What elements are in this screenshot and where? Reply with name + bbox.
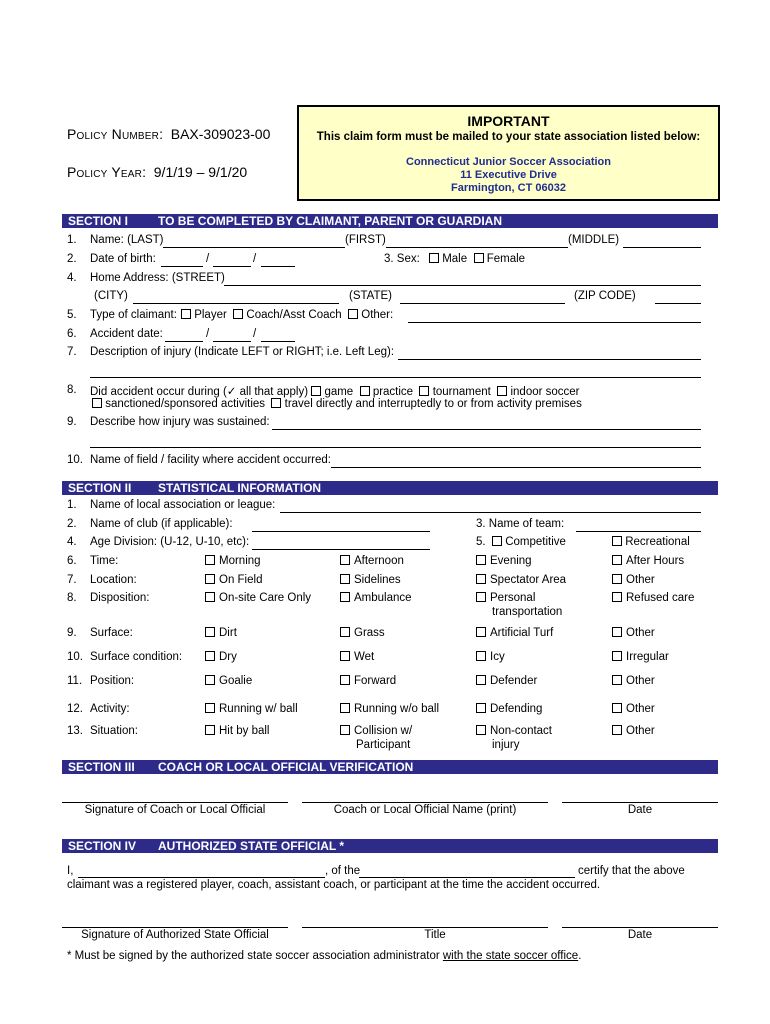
stat-row-number: 11. [67, 675, 83, 687]
important-box [297, 105, 720, 201]
official-title-line[interactable] [302, 927, 548, 928]
coach-checkbox[interactable] [233, 309, 243, 319]
footnote-end: . [578, 950, 582, 962]
local-assoc-label: Name of local association or league: [90, 499, 276, 511]
male-label: Male [442, 253, 468, 265]
player-checkbox[interactable] [181, 309, 191, 319]
stat-option-checkbox[interactable] [205, 725, 215, 735]
stat-option [205, 592, 311, 604]
stat-option-label: Other [626, 627, 655, 639]
policy-number-label: Policy Number [67, 126, 160, 142]
stat-option-checkbox[interactable] [205, 675, 215, 685]
stat-option [612, 627, 655, 639]
stat-option-label: Other [626, 725, 655, 737]
address-street-label: Home Address: (STREET) [90, 272, 225, 284]
stat-option [612, 675, 655, 687]
stat-option-label: Sidelines [354, 574, 401, 586]
stat-option-label: Other [626, 574, 655, 586]
age-div-field[interactable] [252, 549, 430, 550]
section-4-title: AUTHORIZED STATE OFFICIAL * [158, 839, 344, 853]
stat-option-label: Refused care [626, 592, 695, 604]
stat-option [205, 574, 262, 586]
stat-option-checkbox[interactable] [340, 703, 350, 713]
section-4-number: SECTION IV [68, 839, 137, 853]
stat-option-label: Hit by ball [219, 725, 270, 737]
stat-option-checkbox[interactable] [340, 675, 350, 685]
female-label: Female [486, 253, 526, 265]
official-name-field[interactable] [78, 877, 325, 878]
stat-option [476, 651, 505, 663]
stat-row-number: 7. [67, 574, 77, 586]
stat-option [476, 627, 553, 639]
assoc-name: Connecticut Junior Soccer Association [406, 156, 611, 168]
name-middle-field[interactable] [623, 247, 701, 248]
cert-line-2: claimant was a registered player, coach, assistant coach, or participant at the time the accident occurred. [67, 879, 601, 891]
zip-field[interactable] [655, 303, 701, 304]
stat-option-checkbox[interactable] [476, 627, 486, 637]
game-checkbox[interactable] [311, 386, 321, 396]
city-label: (CITY) [94, 290, 128, 302]
stat-option-checkbox[interactable] [205, 574, 215, 584]
stat-option-label: Evening [490, 555, 532, 567]
stat-option-checkbox[interactable] [476, 592, 486, 602]
stat-option-label: On-site Care Only [219, 592, 312, 604]
coach-name-line[interactable] [302, 802, 548, 803]
practice-checkbox[interactable] [360, 386, 370, 396]
accident-date-label: Accident date: [90, 328, 163, 340]
section-4-header [62, 839, 718, 853]
occur-label: Did accident occur during (✓ all that apply) [90, 386, 309, 398]
stat-row-label: Situation: [90, 725, 138, 737]
official-signature-label: Signature of Authorized State Official [81, 929, 269, 941]
important-title: IMPORTANT [467, 113, 550, 129]
stat-option-checkbox[interactable] [476, 703, 486, 713]
stat-option-checkbox[interactable] [476, 574, 486, 584]
other-checkbox[interactable] [348, 309, 358, 319]
city-field[interactable] [133, 303, 339, 304]
stat-option-checkbox[interactable] [612, 675, 622, 685]
stat-option-checkbox[interactable] [340, 627, 350, 637]
stat-row-label: Surface: [90, 627, 133, 639]
other-claimant-field[interactable] [408, 322, 701, 323]
stat-option-checkbox[interactable] [476, 555, 486, 565]
name-first-field[interactable] [386, 247, 568, 248]
stat-option-label: After Hours [626, 555, 685, 567]
stat-option-label: Dirt [219, 627, 237, 639]
coach-signature-line[interactable] [62, 802, 288, 803]
how-field-2[interactable] [90, 447, 701, 448]
stat-option-checkbox[interactable] [612, 555, 622, 565]
assoc-street: 11 Executive Drive [460, 169, 557, 181]
tournament-checkbox[interactable] [419, 386, 429, 396]
stat-option-label: Non-contact [490, 725, 553, 737]
injury-desc-field[interactable] [398, 359, 701, 360]
stat-option-checkbox[interactable] [340, 725, 350, 735]
stat-option [612, 555, 684, 567]
travel-label: travel directly and interruptedly to or from activity premises [284, 398, 582, 410]
name-first-label: (FIRST) [345, 234, 386, 246]
stat-option-label: Afternoon [354, 555, 404, 567]
stat-option-checkbox[interactable] [205, 555, 215, 565]
player-label: Player [194, 309, 227, 321]
stat-option [205, 725, 270, 737]
stat-row-label: Surface condition: [90, 651, 183, 663]
stat-option-label: Running w/o ball [354, 703, 440, 715]
stat-option [205, 675, 252, 687]
stat-option-label: Dry [219, 651, 237, 663]
stat-option-checkbox[interactable] [612, 574, 622, 584]
stat-option-label-line-2: transportation [492, 606, 563, 618]
recreational-checkbox[interactable] [612, 536, 622, 546]
dob-day-field[interactable] [213, 266, 251, 267]
cert-end: certify that the above [578, 865, 685, 877]
policy-number: Policy Number: BAX-309023-00 [67, 126, 271, 142]
game-label: game [324, 386, 354, 398]
sanctioned-checkbox[interactable] [92, 398, 102, 408]
stat-row-label: Activity: [90, 703, 130, 715]
section-2-header [62, 481, 718, 495]
injury-desc-field-2[interactable] [90, 377, 701, 378]
injury-desc-label: Description of injury (Indicate LEFT or RIGHT; i.e. Left Leg): [90, 346, 395, 358]
coach-date-line[interactable] [562, 802, 718, 803]
dob-year-field[interactable] [261, 266, 295, 267]
stat-row-number: 13. [67, 725, 83, 737]
stat-option-checkbox[interactable] [205, 592, 215, 602]
stat-option-label: Other [626, 675, 655, 687]
coach-label: Coach/Asst Coach [246, 309, 342, 321]
stat-row-label: Location: [90, 574, 137, 586]
footnote [67, 950, 581, 962]
policy-number-value: BAX-309023-00 [170, 126, 271, 142]
stat-option [476, 592, 535, 604]
footnote-text: * Must be signed by the authorized state soccer association administrator [67, 950, 443, 962]
stat-option [205, 555, 261, 567]
stat-option-label-line-2: Participant [356, 739, 411, 751]
footnote-underlined: with the state soccer office [442, 950, 579, 962]
male-checkbox[interactable] [429, 253, 439, 263]
stat-option-label: Icy [490, 651, 505, 663]
stat-option-label: Morning [219, 555, 261, 567]
stat-option [205, 651, 237, 663]
stat-option-checkbox[interactable] [476, 651, 486, 661]
stat-option [340, 627, 385, 639]
stat-option-checkbox[interactable] [340, 574, 350, 584]
name-last-label: Name: (LAST) [90, 234, 164, 246]
other-label: Other: [361, 309, 394, 321]
policy-year-label: Policy Year [67, 164, 143, 180]
dob-month-field[interactable] [161, 266, 203, 267]
coach-name-label: Coach or Local Official Name (print) [333, 804, 517, 816]
stat-row-label: Position: [90, 675, 135, 687]
female-checkbox[interactable] [474, 253, 484, 263]
stat-option-label: Spectator Area [490, 574, 567, 586]
state-field[interactable] [400, 303, 565, 304]
section-1-number: SECTION I [68, 214, 129, 228]
cert-i: I, [67, 865, 74, 877]
field-label: Name of field / facility where accident occurred: [90, 454, 331, 466]
how-label: Describe how injury was sustained: [90, 416, 270, 428]
indoor-checkbox[interactable] [497, 386, 507, 396]
competitive-label: Competitive [505, 536, 566, 548]
address-street-field[interactable] [224, 285, 701, 286]
section-1-title: TO BE COMPLETED BY CLAIMANT, PARENT OR GUARDIAN [158, 214, 503, 228]
stat-option [340, 574, 401, 586]
team-field[interactable] [576, 531, 701, 532]
club-field[interactable] [252, 531, 430, 532]
stat-option [476, 555, 532, 567]
dob-label: Date of birth: [90, 253, 156, 265]
stat-option-label: Defender [490, 675, 538, 687]
stat-option-label: Running w/ ball [219, 703, 298, 715]
stat-option [340, 651, 374, 663]
section-1-header [62, 214, 718, 228]
zip-label: (ZIP CODE) [574, 290, 636, 302]
stat-row-number: 9. [67, 627, 77, 639]
policy-year: Policy Year: 9/1/19 – 9/1/20 [67, 164, 248, 180]
stat-option-checkbox[interactable] [340, 592, 350, 602]
how-field[interactable] [272, 429, 701, 430]
stat-row-number: 6. [67, 555, 77, 567]
stat-option-label: Ambulance [354, 592, 412, 604]
stat-option-label: Irregular [626, 651, 669, 663]
stat-option [476, 725, 552, 737]
section-3-number: SECTION III [68, 760, 135, 774]
recreational-label: Recreational [625, 536, 690, 548]
sanctioned-label: sanctioned/sponsored activities [105, 398, 266, 410]
stat-row-number: 12. [67, 703, 83, 715]
name-middle-label: (MIDDLE) [568, 234, 620, 246]
stat-row-number: 10. [67, 651, 83, 663]
stat-option-checkbox[interactable] [205, 651, 215, 661]
stat-option [476, 574, 566, 586]
stat-option-label: On Field [219, 574, 263, 586]
field-field[interactable] [331, 467, 701, 468]
stat-option-label: Collision w/ [354, 725, 413, 737]
stat-option [612, 592, 694, 604]
stat-option [612, 725, 655, 737]
stat-option-label: Personal [490, 592, 536, 604]
accident-day-field[interactable] [213, 341, 251, 342]
stat-option-checkbox[interactable] [476, 725, 486, 735]
stat-option-label: Goalie [219, 675, 253, 687]
accident-year-field[interactable] [261, 341, 295, 342]
stat-option-label: Forward [354, 675, 397, 687]
stat-option [205, 703, 298, 715]
stat-option-checkbox[interactable] [612, 592, 622, 602]
stat-option [340, 555, 404, 567]
stat-option-checkbox[interactable] [340, 651, 350, 661]
cert-of: , of the [325, 865, 361, 877]
stat-option-label: Artificial Turf [490, 627, 554, 639]
section-3-header [62, 760, 718, 774]
stat-option [612, 651, 669, 663]
section-2-title: STATISTICAL INFORMATION [158, 481, 322, 495]
stat-option-label: Grass [354, 627, 385, 639]
stat-row-label: Time: [90, 555, 119, 567]
competitive-checkbox[interactable] [492, 536, 502, 546]
tournament-label: tournament [432, 386, 491, 398]
stat-option-checkbox[interactable] [612, 651, 622, 661]
club-label: Name of club (if applicable): [90, 518, 233, 530]
stat-option [340, 592, 412, 604]
practice-label: practice [372, 386, 414, 398]
stat-option-label: Other [626, 703, 655, 715]
stat-option [476, 703, 542, 715]
policy-year-value: 9/1/19 – 9/1/20 [153, 164, 248, 180]
stat-option-checkbox[interactable] [612, 725, 622, 735]
stat-option [612, 574, 655, 586]
stat-option-checkbox[interactable] [205, 627, 215, 637]
stat-option [340, 703, 439, 715]
indoor-label: indoor soccer [510, 386, 580, 398]
stat-option-checkbox[interactable] [476, 675, 486, 685]
stat-row-label: Disposition: [90, 592, 150, 604]
local-assoc-field[interactable] [280, 512, 701, 513]
stat-row-number: 8. [67, 592, 77, 604]
official-signature-line[interactable] [62, 927, 288, 928]
name-last-field[interactable] [163, 247, 345, 248]
stat-option-checkbox[interactable] [612, 703, 622, 713]
state-label: (STATE) [349, 290, 393, 302]
claimant-type-label: Type of claimant: [90, 309, 177, 321]
stat-option-label-line-2: injury [492, 739, 520, 751]
official-assoc-field[interactable] [359, 877, 575, 878]
coach-signature-label: Signature of Coach or Local Official [84, 804, 266, 816]
official-date-label: Date [627, 929, 653, 941]
official-date-line[interactable] [562, 927, 718, 928]
age-div-label: Age Division: (U-12, U-10, etc): [90, 536, 250, 548]
travel-checkbox[interactable] [271, 398, 281, 408]
stat-option [340, 725, 412, 737]
accident-month-field[interactable] [165, 341, 203, 342]
stat-option-checkbox[interactable] [612, 627, 622, 637]
stat-option [340, 675, 396, 687]
team-label: 3. Name of team: [476, 518, 565, 530]
stat-option-checkbox[interactable] [205, 703, 215, 713]
section-3-title: COACH OR LOCAL OFFICIAL VERIFICATION [158, 760, 414, 774]
stat-option-label: Wet [354, 651, 375, 663]
stat-option-checkbox[interactable] [340, 555, 350, 565]
stat-option [476, 675, 537, 687]
stat-option [612, 703, 655, 715]
coach-date-label: Date [627, 804, 653, 816]
section-2-number: SECTION II [68, 481, 132, 495]
assoc-city: Farmington, CT 06032 [451, 182, 566, 194]
sex-label: 3. Sex: [384, 253, 420, 265]
stat-option [205, 627, 237, 639]
stat-option-label: Defending [490, 703, 543, 715]
official-title-label: Title [424, 929, 446, 941]
important-subtitle: This claim form must be mailed to your state association listed below: [316, 131, 701, 143]
